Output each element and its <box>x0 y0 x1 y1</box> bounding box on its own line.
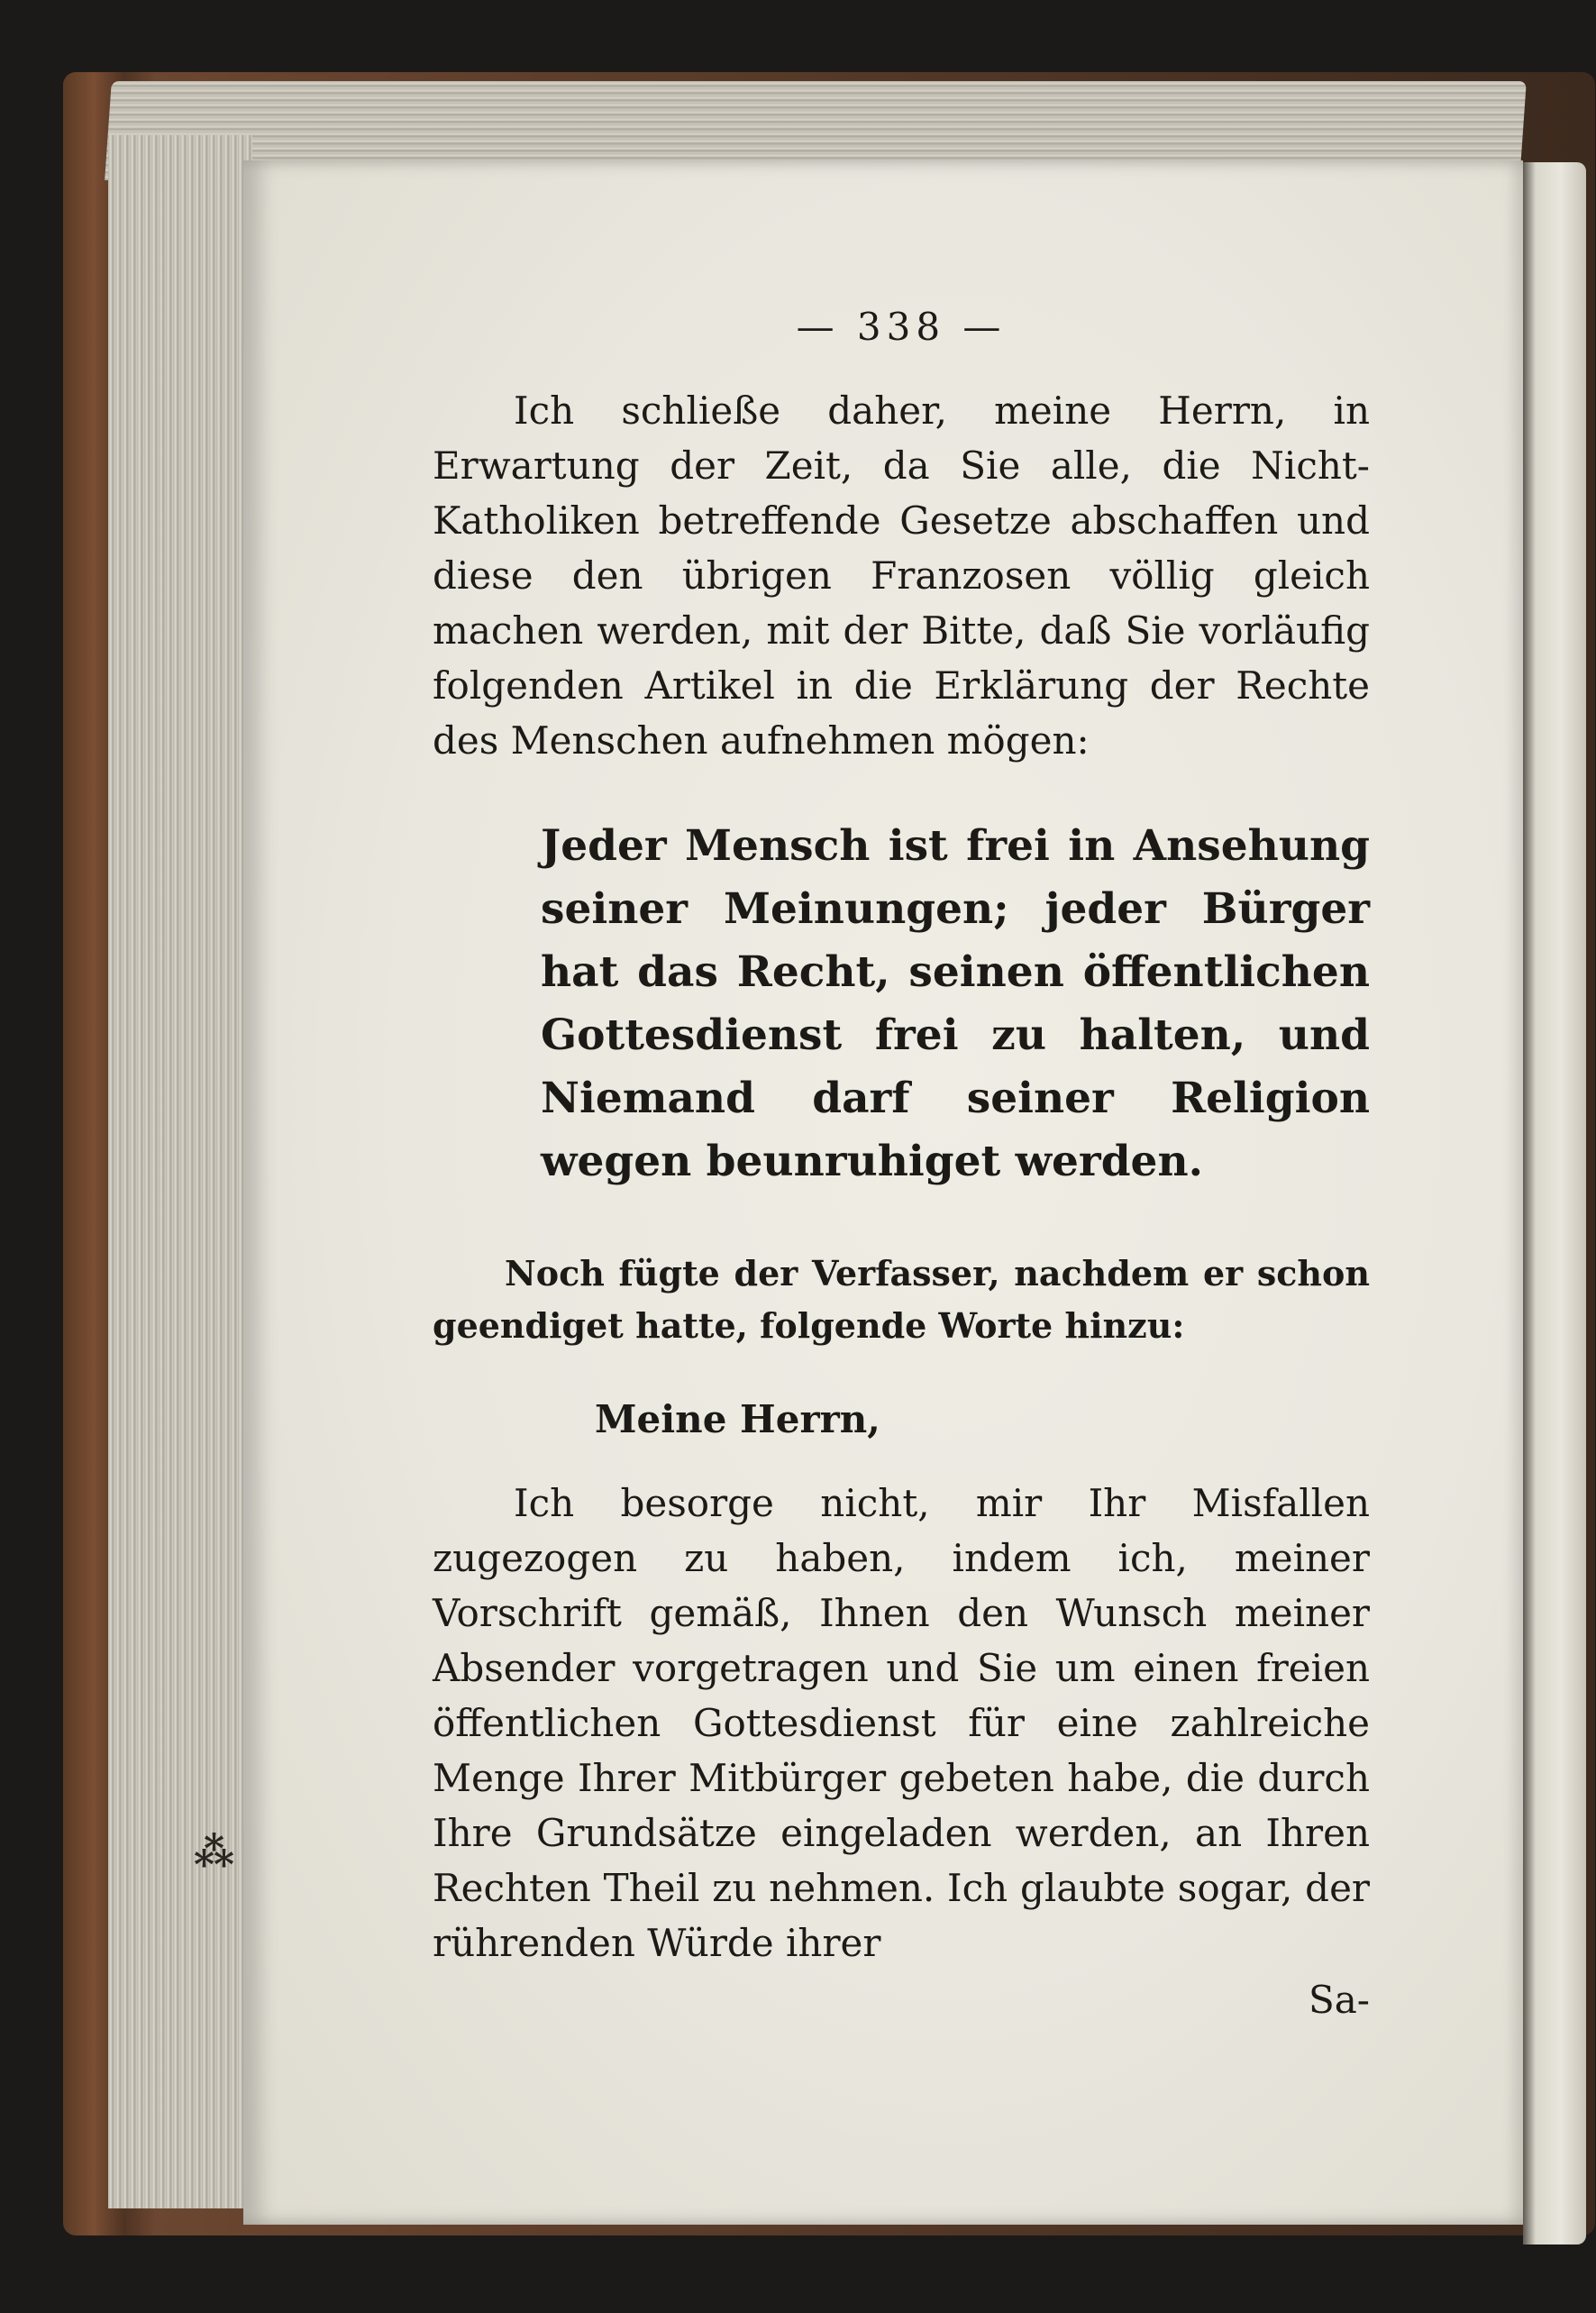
page-text <box>433 305 1370 2022</box>
margin-mark: ⁂ <box>194 1830 235 1876</box>
paragraph-2: Ich besorge nicht, mir Ihr Misfallen zugezogen zu haben, indem ich, meiner Vorschrift gemäß, Ihnen den Wunsch meiner Absender vorgetragen und Sie um einen freien öffentlichen Gottesdienst für eine zahlreiche Menge Ihrer Mitbürger gebeten habe, die durch Ihre Grundsätze eingeladen werden, an Ihren Rechten Theil zu nehmen. Ich glaubte sogar, der rührenden Würde ihrer <box>433 1481 1370 1965</box>
catchword: Sa- <box>1308 1978 1370 2022</box>
left-page-edges <box>108 135 252 2208</box>
right-page-edge <box>1523 162 1586 2244</box>
book-page <box>243 160 1523 2225</box>
salutation: Meine Herrn, <box>595 1397 880 1441</box>
quoted-article: Jeder Mensch ist frei in Ansehung seiner Meinungen; jeder Bürger hat das Recht, seinen öffentlichen Gottesdienst frei zu halten, und Niemand darf seiner Religion wegen beunruhiget werden. <box>541 821 1370 1186</box>
author-note: Noch fügte der Verfasser, nachdem er schon geendiget hatte, folgende Worte hinzu: <box>433 1253 1370 1346</box>
page-number: — 338 — <box>796 305 1007 349</box>
paragraph-1: Ich schließe daher, meine Herrn, in Erwartung der Zeit, da Sie alle, die Nicht-Katholiken betreffende Gesetze abschaffen und diese den übrigen Franzosen völlig gleich machen werden, mit der Bitte, daß Sie vorläufig folgenden Artikel in die Erklärung der Rechte des Menschen aufnehmen mögen: <box>433 389 1370 763</box>
